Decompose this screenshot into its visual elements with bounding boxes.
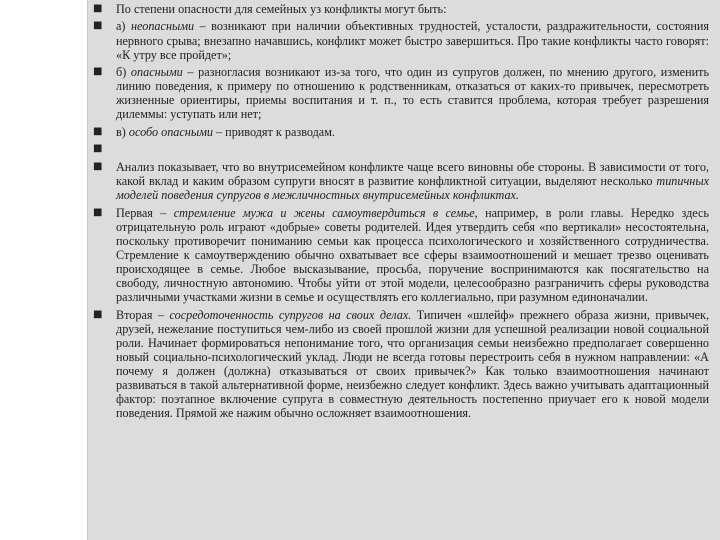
italic-text: сосредоточенность супругов на своих делах.	[169, 307, 412, 322]
square-bullet-icon: ■	[93, 206, 103, 218]
bullet-item	[87, 160, 709, 202]
text: в)	[116, 124, 129, 139]
bullet-item	[87, 142, 709, 156]
text: – разногласия возникают из-за того, что один из супругов должен, по мнению другого, изменить линию поведения, к примеру по отношению к родственникам, отказаться от каких-то привычек, пересмотреть жизненные ориентиры, приемы воспитания и т. п., то есть ставится проблема, которая требует разрешения дилеммы: уступать или нет;	[116, 65, 709, 122]
bullet-list	[87, 2, 709, 420]
square-bullet-icon: ■	[93, 66, 103, 78]
text-content	[87, 2, 709, 424]
italic-text: особо опасными	[128, 124, 213, 139]
text: По степени опасности для семейных уз конфликты могут быть:	[116, 2, 447, 16]
bullet-item	[87, 125, 709, 139]
text: б)	[116, 65, 131, 80]
square-bullet-icon: ■	[93, 3, 103, 14]
square-bullet-icon: ■	[93, 160, 103, 172]
square-bullet-icon: ■	[93, 143, 103, 155]
text: – приводят к разводам.	[212, 124, 335, 139]
italic-text: опасными	[130, 65, 183, 80]
bullet-item	[87, 206, 709, 305]
italic-text: неопасными	[130, 19, 195, 34]
bullet-item	[87, 308, 709, 421]
italic-text: типичных моделей поведения супругов в межличностных внутрисемейных конфликтах.	[116, 173, 709, 203]
square-bullet-icon: ■	[93, 308, 103, 320]
bullet-item	[87, 19, 709, 61]
square-bullet-icon: ■	[93, 125, 103, 137]
bullet-item	[87, 2, 709, 16]
text: а)	[116, 19, 131, 34]
bullet-item	[87, 65, 709, 121]
text: Анализ показывает, что во внутрисемейном конфликте чаще всего виновны обе стороны. В зависимости от того, какой вклад и каким образом супруги вносят в развитие конфликтной ситуации, выделяют несколько	[116, 159, 709, 188]
square-bullet-icon: ■	[93, 20, 103, 32]
text: например, в роли главы. Нередко здесь отрицательную роль играют «добрые» советы родителей. Идея утвердить себя «по вертикали» несостоятельна, поскольку противоречит пониманию семьи как процесса психологического и хозяйственного сотрудничества. Стремление к самоутверждению обычно охватывает все сферы взаимоотношений и мешает трезво оценивать происходящее в семье. Любое высказывание, просьба, поручение воспринимаются как посягательство на свободу, личностную автономию. Чтобы уйти от этой модели, целесообразно разграничить сферы руководства различными участками жизни в семье и осуществлять его коллегиально, при разумном единоначалии.	[116, 205, 709, 305]
italic-text: стремление мужа и жены самоутвердиться в семье,	[173, 205, 478, 220]
text: Типичен «шлейф» прежнего образа жизни, привычек, друзей, нежелание поступиться чем-либо из своей прошлой жизни для успешной реализации новой социальной роли. Начинает формироваться непонимание того, что организация семьи неизбежно предполагает совершенно новый социально-психологический уклад. Люди не всегда готовы перестроить себя в нужном направлении: «А почему я должен (должна) отказываться от своих привычек?» Как только взаимоотношения начинают развиваться в такой альтернативной форме, неизбежно следует конфликт. Здесь важно учитывать адаптационный фактор: поэтапное включение супруга в совместную деятельность постепенно приучает его к новой модели поведения. Прямой же нажим обычно осложняет взаимоотношения.	[116, 307, 709, 421]
text: Первая –	[116, 205, 174, 220]
text: Вторая –	[116, 307, 170, 322]
text: – возникают при наличии объективных трудностей, усталости, раздражительности, состояния нервного срыва; внезапно начавшись, конфликт может быстро завершиться. Про такие конфликты часто говорят: «К утру все пройдет»;	[116, 19, 710, 62]
